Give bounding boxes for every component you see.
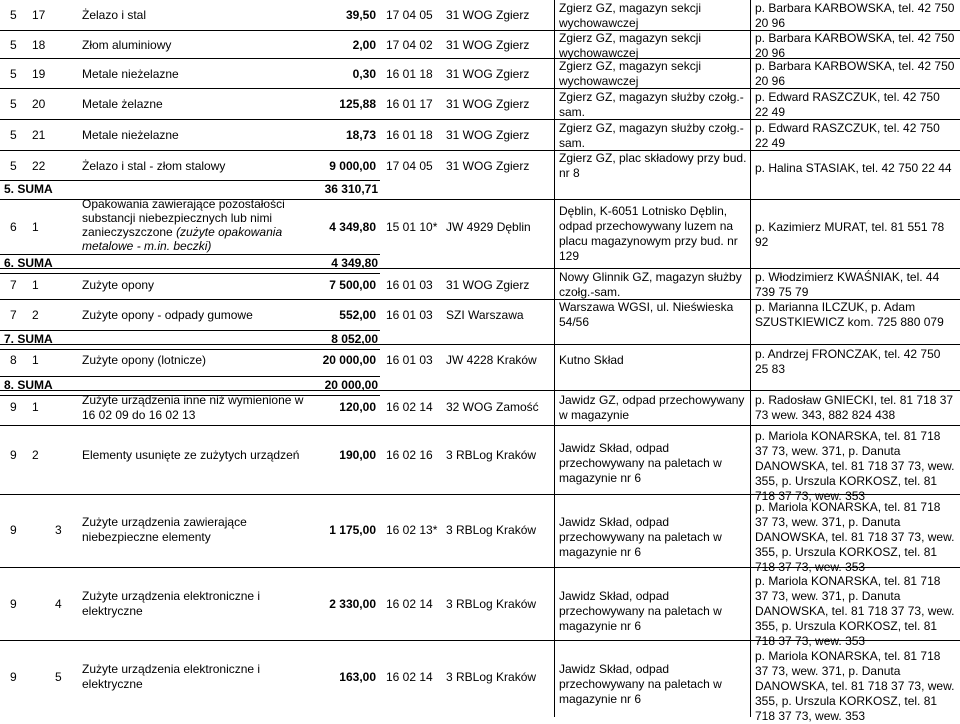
unit: JW 4228 Kraków: [446, 353, 537, 367]
storage-place: Zgierz GZ, magazyn sekcji wychowawczej: [559, 59, 702, 88]
table-row: [0, 495, 960, 574]
waste-name: Żelazo i stal: [82, 8, 147, 22]
table-row: [0, 641, 960, 723]
unit: 3 RBLog Kraków: [446, 523, 537, 537]
waste-code: 17 04 05: [386, 159, 433, 173]
group-number: 7: [10, 308, 17, 322]
waste-name: Metale nieżelazne: [82, 128, 179, 142]
contact-person: p. Edward RASZCZUK, tel. 42 750 22 49: [755, 121, 940, 150]
table-row: [0, 269, 960, 299]
waste-name-note: (zużyte opakowania metalowe - m.in. beczki): [82, 225, 283, 253]
sum-value: 20 000,00: [324, 378, 378, 392]
waste-code: 15 01 10*: [386, 220, 438, 234]
waste-code: 16 02 14: [386, 597, 433, 611]
item-number: 1: [32, 220, 39, 234]
unit: 31 WOG Zgierz: [446, 278, 530, 292]
item-number: 2: [32, 308, 39, 322]
table-row: [0, 426, 960, 503]
contact-person: p. Marianna ILCZUK, p. Adam SZUSTKIEWICZ kom. 725 880 079: [755, 300, 944, 329]
waste-code: 16 01 18: [386, 67, 433, 81]
item-number: 18: [32, 38, 46, 52]
group-number: 9: [10, 670, 17, 684]
table-row: [0, 120, 960, 150]
contact-person: p. Mariola KONARSKA, tel. 81 718 37 73, wew. 371, p. Danuta DANOWSKA, tel. 81 718 37 73, wew. 355, p. Urszula KORKOSZ, tel. 81 718 37 73, wew. 353: [755, 429, 955, 503]
group-number: 8: [10, 353, 17, 367]
contact-person: p. Radosław GNIECKI, tel. 81 718 37 73 wew. 343, 882 824 438: [755, 393, 954, 422]
item-number: 17: [32, 8, 46, 22]
table-row: [0, 151, 960, 180]
table-row: [0, 0, 960, 30]
contact-person: p. Mariola KONARSKA, tel. 81 718 37 73, wew. 371, p. Danuta DANOWSKA, tel. 81 718 37 73, wew. 355, p. Urszula KORKOSZ, tel. 81 718 37 73, wew. 353: [755, 649, 955, 723]
quantity: 0,30: [352, 67, 376, 81]
item-number: 2: [32, 448, 39, 462]
waste-code: 16 02 13*: [386, 523, 438, 537]
unit: JW 4929 Dęblin: [446, 220, 531, 234]
item-number: 22: [32, 159, 46, 173]
sum-label: 5. SUMA: [4, 182, 53, 196]
waste-name-text: Opakowania zawierające pozostałości substancji niebezpiecznych lub nimi zanieczyszczone: [82, 197, 285, 239]
waste-code: 16 02 16: [386, 448, 433, 462]
waste-name: Zużyte urządzenia inne niż wymienione w 16 02 09 do 16 02 13: [82, 393, 304, 422]
item-number: 21: [32, 128, 46, 142]
storage-place: Dęblin, K-6051 Lotnisko Dęblin, odpad przechowywany luzem na placu magazynowym przy bud. nr 129: [559, 204, 738, 263]
quantity: 20 000,00: [322, 353, 376, 367]
group-number: 5: [10, 38, 17, 52]
storage-place: Jawidz Skład, odpad przechowywany na paletach w magazynie nr 6: [559, 662, 722, 706]
storage-place: Nowy Glinnik GZ, magazyn służby czołg.-sam.: [559, 270, 742, 299]
contact-person: p. Mariola KONARSKA, tel. 81 718 37 73, wew. 371, p. Danuta DANOWSKA, tel. 81 718 37 73, wew. 355, p. Urszula KORKOSZ, tel. 81 718 37 73, wew. 353: [755, 574, 955, 648]
waste-code: 17 04 05: [386, 8, 433, 22]
storage-place: Jawidz Skład, odpad przechowywany na paletach w magazynie nr 6: [559, 441, 722, 485]
item-number: 5: [55, 670, 62, 684]
waste-code: 16 01 03: [386, 353, 433, 367]
sum-label: 6. SUMA: [4, 256, 53, 270]
quantity: 7 500,00: [329, 278, 376, 292]
storage-place: Zgierz GZ, magazyn sekcji wychowawczej: [559, 31, 702, 60]
unit: 31 WOG Zgierz: [446, 67, 530, 81]
group-number: 5: [10, 67, 17, 81]
quantity: 9 000,00: [329, 159, 376, 173]
waste-name: Zużyte opony: [82, 278, 155, 292]
waste-code: 16 01 18: [386, 128, 433, 142]
waste-name: Żelazo i stal - złom stalowy: [82, 159, 226, 173]
table-row: [0, 391, 960, 425]
quantity: 190,00: [339, 448, 376, 462]
storage-place: Zgierz GZ, magazyn służby czołg.-sam.: [559, 121, 744, 150]
unit: 32 WOG Zamość: [446, 400, 539, 414]
storage-place: Jawidz GZ, odpad przechowywany w magazynie: [559, 393, 745, 422]
sum-value: 4 349,80: [331, 256, 378, 270]
contact-person: p. Kazimierz MURAT, tel. 81 551 78 92: [755, 220, 945, 249]
waste-code: 16 02 14: [386, 670, 433, 684]
unit: 31 WOG Zgierz: [446, 8, 530, 22]
waste-code: 16 01 17: [386, 97, 433, 111]
group-number: 9: [10, 448, 17, 462]
contact-person: p. Halina STASIAK, tel. 42 750 22 44: [755, 161, 952, 175]
item-number: 4: [55, 597, 62, 611]
waste-code: 16 02 14: [386, 400, 433, 414]
item-number: 1: [32, 400, 39, 414]
group-number: 5: [10, 128, 17, 142]
table-row: [0, 345, 960, 376]
quantity: 1 175,00: [329, 523, 376, 537]
waste-name: Zużyte urządzenia elektroniczne i elektryczne: [82, 589, 261, 618]
waste-code: 16 01 03: [386, 278, 433, 292]
quantity: 125,88: [339, 97, 376, 111]
quantity: 2 330,00: [329, 597, 376, 611]
sum-value: 8 052,00: [331, 332, 378, 346]
unit: 31 WOG Zgierz: [446, 159, 530, 173]
group-number: 5: [10, 159, 17, 173]
item-number: 1: [32, 353, 39, 367]
contact-person: p. Mariola KONARSKA, tel. 81 718 37 73, wew. 371, p. Danuta DANOWSKA, tel. 81 718 37 73, wew. 355, p. Urszula KORKOSZ, tel. 81 718 37 73, wew. 353: [755, 500, 955, 574]
quantity: 163,00: [339, 670, 376, 684]
waste-name: Metale żelazne: [82, 97, 163, 111]
quantity: 39,50: [345, 8, 376, 22]
waste-name: Zużyte opony (lotnicze): [82, 353, 207, 367]
quantity: 120,00: [339, 400, 376, 414]
unit: 31 WOG Zgierz: [446, 128, 530, 142]
quantity: 552,00: [339, 308, 376, 322]
storage-place: Zgierz GZ, plac składowy przy bud. nr 8: [559, 151, 747, 180]
unit: 31 WOG Zgierz: [446, 38, 530, 52]
table-row: [0, 568, 960, 648]
item-number: 1: [32, 278, 39, 292]
table-row: [0, 300, 960, 330]
waste-name: [82, 197, 304, 253]
storage-place: Warszawa WGSI, ul. Nieświeska 54/56: [559, 300, 734, 329]
contact-person: p. Andrzej FRONCZAK, tel. 42 750 25 83: [755, 347, 941, 376]
contact-person: p. Barbara KARBOWSKA, tel. 42 750 20 96: [755, 59, 955, 88]
table-row: [0, 31, 960, 58]
sum-label: 7. SUMA: [4, 332, 53, 346]
waste-name: Elementy usunięte ze zużytych urządzeń: [82, 448, 300, 462]
waste-name: Metale nieżelazne: [82, 67, 179, 81]
unit: SZI Warszawa: [446, 308, 524, 322]
table-row: [0, 59, 960, 88]
quantity: 18,73: [345, 128, 376, 142]
group-number: 9: [10, 400, 17, 414]
group-number: 9: [10, 597, 17, 611]
group-number: 9: [10, 523, 17, 537]
group-number: 5: [10, 97, 17, 111]
contact-person: p. Barbara KARBOWSKA, tel. 42 750 20 96: [755, 31, 955, 60]
item-number: 19: [32, 67, 46, 81]
waste-name: Zużyte opony - odpady gumowe: [82, 308, 253, 322]
storage-place: Zgierz GZ, magazyn służby czołg.-sam.: [559, 90, 744, 119]
unit: 3 RBLog Kraków: [446, 448, 537, 462]
waste-name: Zużyte urządzenia zawierające niebezpieczne elementy: [82, 515, 247, 544]
group-number: 6: [10, 220, 17, 234]
item-number: 3: [55, 523, 62, 537]
unit: 3 RBLog Kraków: [446, 597, 537, 611]
waste-code: 16 01 03: [386, 308, 433, 322]
sum-value: 36 310,71: [324, 182, 378, 196]
storage-place: Zgierz GZ, magazyn sekcji wychowawczej: [559, 1, 702, 30]
waste-code: 17 04 02: [386, 38, 433, 52]
group-number: 7: [10, 278, 17, 292]
contact-person: p. Włodzimierz KWAŚNIAK, tel. 44 739 75 79: [755, 270, 940, 299]
contact-person: p. Edward RASZCZUK, tel. 42 750 22 49: [755, 90, 940, 119]
sum-label: 8. SUMA: [4, 378, 53, 392]
quantity: 4 349,80: [329, 220, 376, 234]
group-number: 5: [10, 8, 17, 22]
table-row: [0, 89, 960, 119]
unit: 3 RBLog Kraków: [446, 670, 537, 684]
contact-person: p. Barbara KARBOWSKA, tel. 42 750 20 96: [755, 1, 955, 30]
unit: 31 WOG Zgierz: [446, 97, 530, 111]
storage-place: Jawidz Skład, odpad przechowywany na paletach w magazynie nr 6: [559, 589, 722, 633]
quantity: 2,00: [352, 38, 376, 52]
waste-name: Zużyte urządzenia elektroniczne i elektryczne: [82, 662, 261, 691]
item-number: 20: [32, 97, 46, 111]
storage-place: Kutno Skład: [559, 353, 624, 367]
storage-place: Jawidz Skład, odpad przechowywany na paletach w magazynie nr 6: [559, 515, 722, 559]
waste-name: Złom aluminiowy: [82, 38, 172, 52]
